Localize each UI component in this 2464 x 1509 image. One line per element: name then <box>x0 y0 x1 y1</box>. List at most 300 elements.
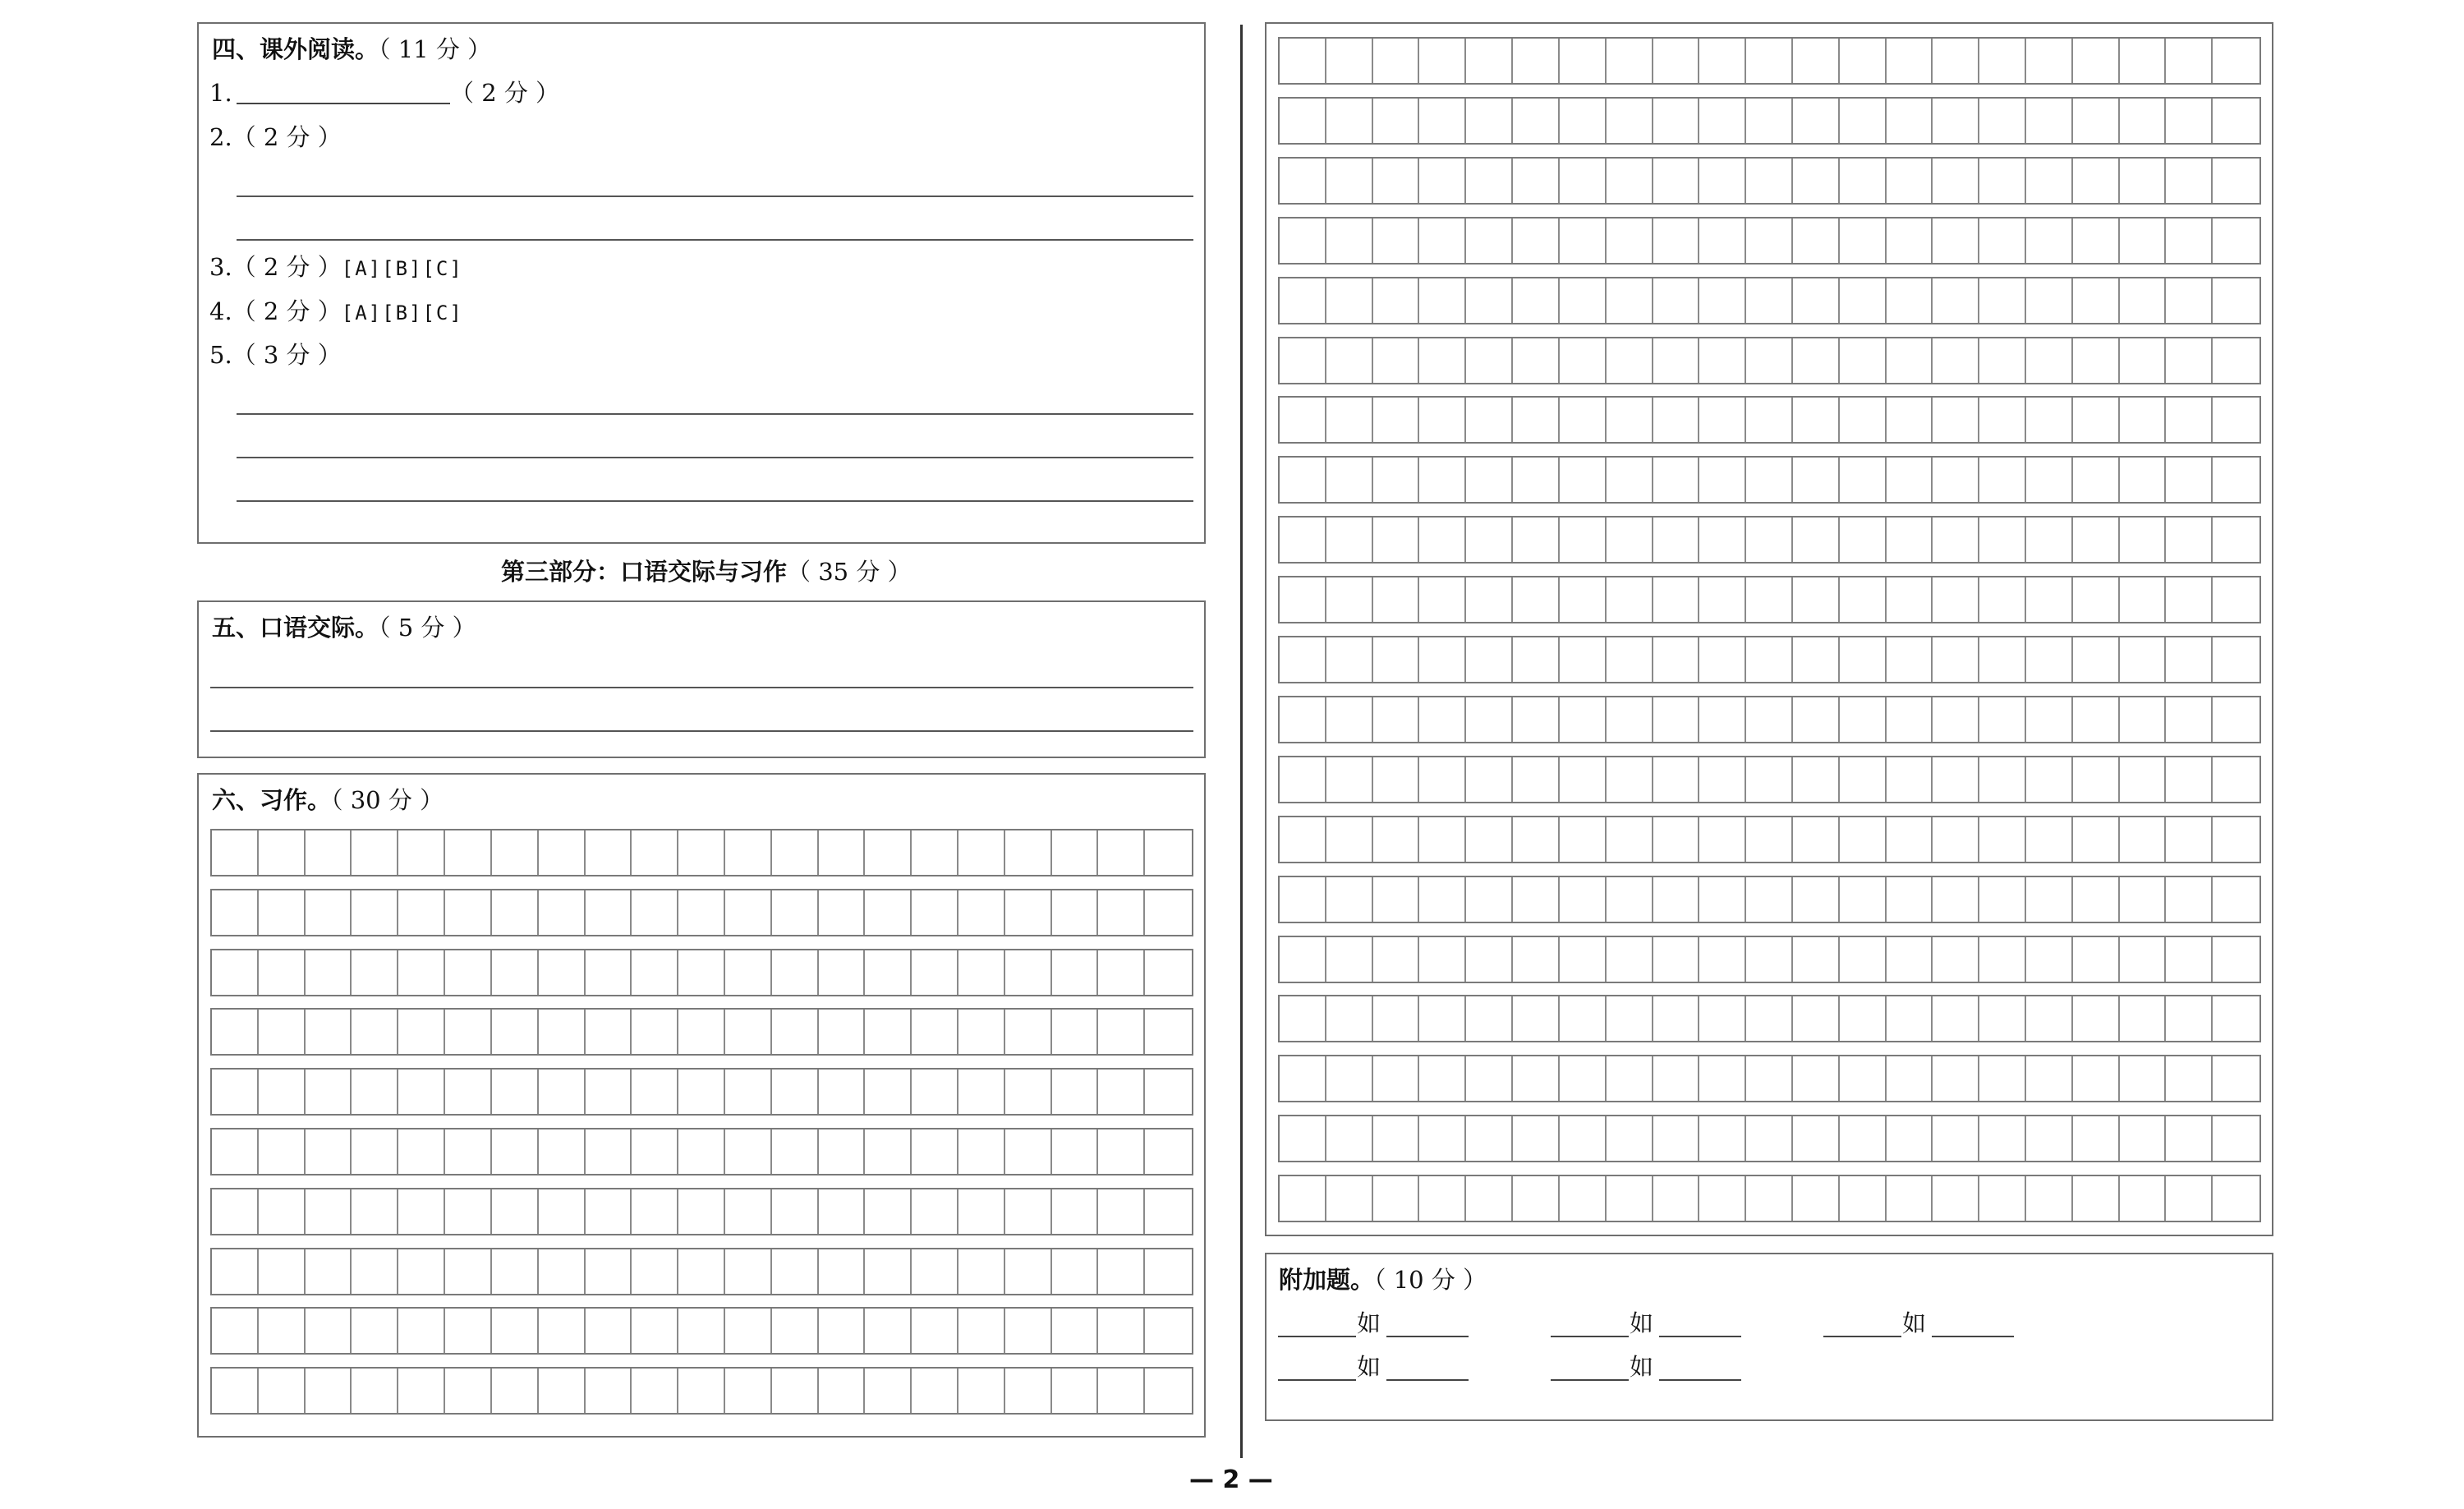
grid-cell[interactable] <box>1793 577 1840 622</box>
grid-cell[interactable] <box>1280 458 1326 502</box>
grid-cell[interactable] <box>2120 99 2167 143</box>
grid-cell[interactable] <box>1887 219 1933 263</box>
grid-cell[interactable] <box>1326 518 1373 562</box>
grid-cell[interactable] <box>2166 398 2213 442</box>
grid-cell[interactable] <box>2073 877 2120 922</box>
grid-cell[interactable] <box>2073 937 2120 982</box>
grid-cell[interactable] <box>2026 338 2073 383</box>
grid-cell[interactable] <box>1513 637 1560 682</box>
grid-cell[interactable] <box>1513 398 1560 442</box>
grid-cell[interactable] <box>1052 1010 1099 1054</box>
grid-cell[interactable] <box>1699 757 1746 802</box>
grid-cell[interactable] <box>1933 996 1979 1041</box>
grid-cell[interactable] <box>2073 1116 2120 1161</box>
grid-cell[interactable] <box>2120 338 2167 383</box>
grid-cell[interactable] <box>1466 278 1513 323</box>
grid-cell[interactable] <box>1145 950 1192 995</box>
grid-cell[interactable] <box>632 1309 678 1353</box>
grid-cell[interactable] <box>2073 99 2120 143</box>
grid-cell[interactable] <box>1979 877 2026 922</box>
grid-cell[interactable] <box>352 1129 398 1174</box>
grid-cell[interactable] <box>2026 1116 2073 1161</box>
grid-cell[interactable] <box>1746 219 1793 263</box>
grid-cell[interactable] <box>1933 458 1979 502</box>
grid-cell[interactable] <box>1098 950 1145 995</box>
grid-cell[interactable] <box>772 1189 819 1234</box>
grid-cell[interactable] <box>586 1309 632 1353</box>
grid-cell[interactable] <box>912 1010 958 1054</box>
grid-cell[interactable] <box>1653 1116 1700 1161</box>
grid-cell[interactable] <box>1280 278 1326 323</box>
grid-cell[interactable] <box>1513 697 1560 742</box>
grid-cell[interactable] <box>539 830 586 875</box>
grid-cell[interactable] <box>1373 338 1420 383</box>
grid-cell[interactable] <box>1933 398 1979 442</box>
grid-cell[interactable] <box>1513 338 1560 383</box>
grid-cell[interactable] <box>539 1010 586 1054</box>
grid-cell[interactable] <box>1005 830 1052 875</box>
grid-cell[interactable] <box>1326 278 1373 323</box>
grid-cell[interactable] <box>1560 697 1607 742</box>
grid-cell[interactable] <box>306 1070 352 1114</box>
grid-cell[interactable] <box>772 1249 819 1294</box>
grid-cell[interactable] <box>445 1309 492 1353</box>
question-3-options[interactable]: [A][B][C] <box>341 257 463 280</box>
grid-cell[interactable] <box>678 1309 725 1353</box>
grid-cell[interactable] <box>2120 637 2167 682</box>
grid-cell[interactable] <box>2026 757 2073 802</box>
grid-cell[interactable] <box>1326 219 1373 263</box>
grid-cell[interactable] <box>819 950 866 995</box>
question-1-answer-blank[interactable] <box>237 103 450 104</box>
grid-cell[interactable] <box>492 1369 539 1413</box>
grid-cell[interactable] <box>1373 219 1420 263</box>
grid-cell[interactable] <box>1560 99 1607 143</box>
grid-cell[interactable] <box>1933 1176 1979 1221</box>
grid-cell[interactable] <box>539 1070 586 1114</box>
grid-cell[interactable] <box>2073 518 2120 562</box>
grid-cell[interactable] <box>398 1129 445 1174</box>
grid-cell[interactable] <box>2166 278 2213 323</box>
grid-cell[interactable] <box>445 830 492 875</box>
grid-cell[interactable] <box>2026 1176 2073 1221</box>
grid-cell[interactable] <box>958 1369 1005 1413</box>
grid-cell[interactable] <box>1145 1129 1192 1174</box>
section-oral-answer-line[interactable] <box>210 730 1193 732</box>
grid-cell[interactable] <box>2073 577 2120 622</box>
grid-cell[interactable] <box>212 1129 259 1174</box>
grid-cell[interactable] <box>398 830 445 875</box>
grid-cell[interactable] <box>2120 518 2167 562</box>
grid-cell[interactable] <box>1513 937 1560 982</box>
grid-cell[interactable] <box>1466 1116 1513 1161</box>
grid-cell[interactable] <box>1052 1249 1099 1294</box>
grid-cell[interactable] <box>1466 99 1513 143</box>
grid-cell[interactable] <box>1746 877 1793 922</box>
grid-cell[interactable] <box>259 1369 306 1413</box>
grid-cell[interactable] <box>1979 637 2026 682</box>
grid-cell[interactable] <box>1466 877 1513 922</box>
grid-cell[interactable] <box>2120 577 2167 622</box>
grid-cell[interactable] <box>1840 398 1887 442</box>
grid-cell[interactable] <box>586 1249 632 1294</box>
grid-cell[interactable] <box>1746 577 1793 622</box>
grid-cell[interactable] <box>1280 99 1326 143</box>
grid-cell[interactable] <box>1653 219 1700 263</box>
grid-cell[interactable] <box>492 1189 539 1234</box>
grid-cell[interactable] <box>1052 950 1099 995</box>
grid-cell[interactable] <box>772 830 819 875</box>
grid-cell[interactable] <box>306 1010 352 1054</box>
grid-cell[interactable] <box>1280 1176 1326 1221</box>
grid-cell[interactable] <box>1326 458 1373 502</box>
grid-cell[interactable] <box>1005 950 1052 995</box>
grid-cell[interactable] <box>1793 697 1840 742</box>
grid-cell[interactable] <box>912 1249 958 1294</box>
grid-cell[interactable] <box>492 1249 539 1294</box>
grid-cell[interactable] <box>1466 1056 1513 1101</box>
grid-cell[interactable] <box>1699 577 1746 622</box>
grid-cell[interactable] <box>1887 937 1933 982</box>
grid-cell[interactable] <box>958 890 1005 935</box>
grid-cell[interactable] <box>1887 877 1933 922</box>
grid-cell[interactable] <box>1607 577 1653 622</box>
grid-cell[interactable] <box>1373 757 1420 802</box>
grid-cell[interactable] <box>912 1129 958 1174</box>
grid-cell[interactable] <box>1607 39 1653 83</box>
grid-cell[interactable] <box>1653 458 1700 502</box>
grid-cell[interactable] <box>1560 577 1607 622</box>
grid-cell[interactable] <box>725 890 772 935</box>
grid-cell[interactable] <box>1466 458 1513 502</box>
grid-cell[interactable] <box>1699 996 1746 1041</box>
grid-cell[interactable] <box>1840 1116 1887 1161</box>
grid-cell[interactable] <box>2166 817 2213 862</box>
grid-cell[interactable] <box>1513 458 1560 502</box>
grid-cell[interactable] <box>1607 99 1653 143</box>
grid-cell[interactable] <box>1560 458 1607 502</box>
grid-cell[interactable] <box>1699 219 1746 263</box>
grid-cell[interactable] <box>678 1189 725 1234</box>
grid-cell[interactable] <box>306 1309 352 1353</box>
grid-cell[interactable] <box>2166 39 2213 83</box>
grid-cell[interactable] <box>725 1309 772 1353</box>
grid-cell[interactable] <box>1513 577 1560 622</box>
grid-cell[interactable] <box>492 1010 539 1054</box>
grid-cell[interactable] <box>1840 278 1887 323</box>
grid-cell[interactable] <box>1979 458 2026 502</box>
grid-cell[interactable] <box>2213 99 2259 143</box>
bonus-blank[interactable] <box>1823 1336 1901 1337</box>
grid-cell[interactable] <box>1933 1116 1979 1161</box>
grid-cell[interactable] <box>1887 1116 1933 1161</box>
grid-cell[interactable] <box>2026 219 2073 263</box>
grid-cell[interactable] <box>2120 159 2167 203</box>
grid-cell[interactable] <box>1840 159 1887 203</box>
grid-cell[interactable] <box>1005 1189 1052 1234</box>
grid-cell[interactable] <box>1887 518 1933 562</box>
grid-cell[interactable] <box>1933 278 1979 323</box>
grid-cell[interactable] <box>445 1189 492 1234</box>
grid-cell[interactable] <box>1746 1056 1793 1101</box>
grid-cell[interactable] <box>1373 577 1420 622</box>
grid-cell[interactable] <box>772 1010 819 1054</box>
grid-cell[interactable] <box>2120 278 2167 323</box>
grid-cell[interactable] <box>2073 159 2120 203</box>
grid-cell[interactable] <box>212 1249 259 1294</box>
grid-cell[interactable] <box>352 890 398 935</box>
grid-cell[interactable] <box>539 1309 586 1353</box>
grid-cell[interactable] <box>912 830 958 875</box>
grid-cell[interactable] <box>2166 99 2213 143</box>
grid-cell[interactable] <box>1887 39 1933 83</box>
grid-cell[interactable] <box>1466 757 1513 802</box>
grid-cell[interactable] <box>1560 1116 1607 1161</box>
grid-cell[interactable] <box>212 830 259 875</box>
grid-cell[interactable] <box>1840 458 1887 502</box>
grid-cell[interactable] <box>1653 877 1700 922</box>
grid-cell[interactable] <box>2026 697 2073 742</box>
grid-cell[interactable] <box>259 1129 306 1174</box>
grid-cell[interactable] <box>2120 1116 2167 1161</box>
grid-cell[interactable] <box>1419 398 1466 442</box>
grid-cell[interactable] <box>1560 877 1607 922</box>
grid-cell[interactable] <box>1840 757 1887 802</box>
grid-cell[interactable] <box>1840 338 1887 383</box>
grid-cell[interactable] <box>2073 39 2120 83</box>
grid-cell[interactable] <box>1005 1070 1052 1114</box>
grid-cell[interactable] <box>1933 1056 1979 1101</box>
grid-cell[interactable] <box>1560 637 1607 682</box>
grid-cell[interactable] <box>1373 518 1420 562</box>
grid-cell[interactable] <box>259 1249 306 1294</box>
grid-cell[interactable] <box>819 1070 866 1114</box>
grid-cell[interactable] <box>1466 697 1513 742</box>
grid-cell[interactable] <box>2120 458 2167 502</box>
grid-cell[interactable] <box>958 1309 1005 1353</box>
grid-cell[interactable] <box>352 1010 398 1054</box>
grid-cell[interactable] <box>492 950 539 995</box>
grid-cell[interactable] <box>539 950 586 995</box>
grid-cell[interactable] <box>772 1309 819 1353</box>
grid-cell[interactable] <box>1373 1176 1420 1221</box>
grid-cell[interactable] <box>1653 697 1700 742</box>
grid-cell[interactable] <box>306 1249 352 1294</box>
grid-cell[interactable] <box>1513 757 1560 802</box>
grid-cell[interactable] <box>1746 39 1793 83</box>
grid-cell[interactable] <box>1560 518 1607 562</box>
grid-cell[interactable] <box>1979 1116 2026 1161</box>
grid-cell[interactable] <box>398 890 445 935</box>
grid-cell[interactable] <box>2166 338 2213 383</box>
grid-cell[interactable] <box>1607 996 1653 1041</box>
grid-cell[interactable] <box>678 1010 725 1054</box>
grid-cell[interactable] <box>1607 1056 1653 1101</box>
grid-cell[interactable] <box>1419 697 1466 742</box>
grid-cell[interactable] <box>1979 159 2026 203</box>
grid-cell[interactable] <box>2213 39 2259 83</box>
grid-cell[interactable] <box>1373 877 1420 922</box>
grid-cell[interactable] <box>1513 1116 1560 1161</box>
grid-cell[interactable] <box>1979 278 2026 323</box>
grid-cell[interactable] <box>1979 937 2026 982</box>
grid-cell[interactable] <box>819 1189 866 1234</box>
grid-cell[interactable] <box>632 890 678 935</box>
grid-cell[interactable] <box>2026 817 2073 862</box>
grid-cell[interactable] <box>1326 637 1373 682</box>
grid-cell[interactable] <box>912 890 958 935</box>
grid-cell[interactable] <box>1560 278 1607 323</box>
grid-cell[interactable] <box>539 1249 586 1294</box>
grid-cell[interactable] <box>1840 937 1887 982</box>
grid-cell[interactable] <box>1699 817 1746 862</box>
grid-cell[interactable] <box>586 950 632 995</box>
grid-cell[interactable] <box>1653 398 1700 442</box>
grid-cell[interactable] <box>1513 99 1560 143</box>
grid-cell[interactable] <box>1840 877 1887 922</box>
grid-cell[interactable] <box>1098 1129 1145 1174</box>
grid-cell[interactable] <box>586 1369 632 1413</box>
grid-cell[interactable] <box>492 830 539 875</box>
grid-cell[interactable] <box>492 1129 539 1174</box>
grid-cell[interactable] <box>1840 697 1887 742</box>
grid-cell[interactable] <box>1326 757 1373 802</box>
grid-cell[interactable] <box>1513 518 1560 562</box>
grid-cell[interactable] <box>1560 1176 1607 1221</box>
grid-cell[interactable] <box>1466 637 1513 682</box>
grid-cell[interactable] <box>1607 159 1653 203</box>
grid-cell[interactable] <box>2073 338 2120 383</box>
grid-cell[interactable] <box>398 1249 445 1294</box>
grid-cell[interactable] <box>632 830 678 875</box>
grid-cell[interactable] <box>2166 1056 2213 1101</box>
grid-cell[interactable] <box>819 1129 866 1174</box>
grid-cell[interactable] <box>632 1189 678 1234</box>
grid-cell[interactable] <box>1746 99 1793 143</box>
grid-cell[interactable] <box>2213 1176 2259 1221</box>
grid-cell[interactable] <box>2166 219 2213 263</box>
grid-cell[interactable] <box>1005 1129 1052 1174</box>
grid-cell[interactable] <box>1746 278 1793 323</box>
grid-cell[interactable] <box>2166 877 2213 922</box>
grid-cell[interactable] <box>2213 697 2259 742</box>
grid-cell[interactable] <box>1607 1116 1653 1161</box>
grid-cell[interactable] <box>2026 278 2073 323</box>
grid-cell[interactable] <box>2166 159 2213 203</box>
grid-cell[interactable] <box>1005 1010 1052 1054</box>
grid-cell[interactable] <box>2073 398 2120 442</box>
grid-cell[interactable] <box>1513 219 1560 263</box>
grid-cell[interactable] <box>912 1070 958 1114</box>
grid-cell[interactable] <box>2166 757 2213 802</box>
grid-cell[interactable] <box>1607 1176 1653 1221</box>
grid-cell[interactable] <box>912 950 958 995</box>
bonus-blank[interactable] <box>1386 1336 1469 1337</box>
grid-cell[interactable] <box>2166 518 2213 562</box>
grid-cell[interactable] <box>1699 937 1746 982</box>
grid-cell[interactable] <box>1979 1056 2026 1101</box>
grid-cell[interactable] <box>1933 159 1979 203</box>
grid-cell[interactable] <box>1979 398 2026 442</box>
grid-cell[interactable] <box>1699 159 1746 203</box>
grid-cell[interactable] <box>1653 637 1700 682</box>
grid-cell[interactable] <box>1607 458 1653 502</box>
grid-cell[interactable] <box>1145 1189 1192 1234</box>
grid-cell[interactable] <box>1560 937 1607 982</box>
grid-cell[interactable] <box>2120 817 2167 862</box>
grid-cell[interactable] <box>2120 1176 2167 1221</box>
grid-cell[interactable] <box>539 1189 586 1234</box>
grid-cell[interactable] <box>678 1129 725 1174</box>
grid-cell[interactable] <box>1653 99 1700 143</box>
grid-cell[interactable] <box>1607 817 1653 862</box>
grid-cell[interactable] <box>632 1129 678 1174</box>
grid-cell[interactable] <box>678 1369 725 1413</box>
grid-cell[interactable] <box>445 1010 492 1054</box>
grid-cell[interactable] <box>725 1189 772 1234</box>
question-2-answer-line[interactable] <box>237 239 1193 241</box>
grid-cell[interactable] <box>1280 159 1326 203</box>
grid-cell[interactable] <box>678 830 725 875</box>
grid-cell[interactable] <box>1419 458 1466 502</box>
grid-cell[interactable] <box>1793 159 1840 203</box>
grid-cell[interactable] <box>1466 338 1513 383</box>
grid-cell[interactable] <box>912 1369 958 1413</box>
grid-cell[interactable] <box>958 1010 1005 1054</box>
grid-cell[interactable] <box>1466 817 1513 862</box>
grid-cell[interactable] <box>539 1369 586 1413</box>
grid-cell[interactable] <box>1699 1176 1746 1221</box>
grid-cell[interactable] <box>586 890 632 935</box>
grid-cell[interactable] <box>352 1070 398 1114</box>
grid-cell[interactable] <box>1373 159 1420 203</box>
grid-cell[interactable] <box>2213 398 2259 442</box>
grid-cell[interactable] <box>1653 757 1700 802</box>
grid-cell[interactable] <box>2120 219 2167 263</box>
grid-cell[interactable] <box>398 1309 445 1353</box>
grid-cell[interactable] <box>2213 458 2259 502</box>
grid-cell[interactable] <box>1699 458 1746 502</box>
grid-cell[interactable] <box>1979 996 2026 1041</box>
grid-cell[interactable] <box>1607 398 1653 442</box>
grid-cell[interactable] <box>2120 937 2167 982</box>
grid-cell[interactable] <box>1979 338 2026 383</box>
grid-cell[interactable] <box>586 830 632 875</box>
grid-cell[interactable] <box>1840 1176 1887 1221</box>
grid-cell[interactable] <box>725 1129 772 1174</box>
grid-cell[interactable] <box>1052 830 1099 875</box>
grid-cell[interactable] <box>725 830 772 875</box>
grid-cell[interactable] <box>1746 518 1793 562</box>
grid-cell[interactable] <box>2073 697 2120 742</box>
grid-cell[interactable] <box>1653 159 1700 203</box>
grid-cell[interactable] <box>1979 99 2026 143</box>
grid-cell[interactable] <box>1840 1056 1887 1101</box>
grid-cell[interactable] <box>958 1070 1005 1114</box>
grid-cell[interactable] <box>2213 817 2259 862</box>
grid-cell[interactable] <box>352 830 398 875</box>
grid-cell[interactable] <box>772 890 819 935</box>
grid-cell[interactable] <box>1887 577 1933 622</box>
grid-cell[interactable] <box>2166 996 2213 1041</box>
grid-cell[interactable] <box>1840 577 1887 622</box>
grid-cell[interactable] <box>2166 637 2213 682</box>
grid-cell[interactable] <box>445 1070 492 1114</box>
grid-cell[interactable] <box>958 1189 1005 1234</box>
grid-cell[interactable] <box>819 830 866 875</box>
grid-cell[interactable] <box>2026 1056 2073 1101</box>
grid-cell[interactable] <box>1052 1369 1099 1413</box>
